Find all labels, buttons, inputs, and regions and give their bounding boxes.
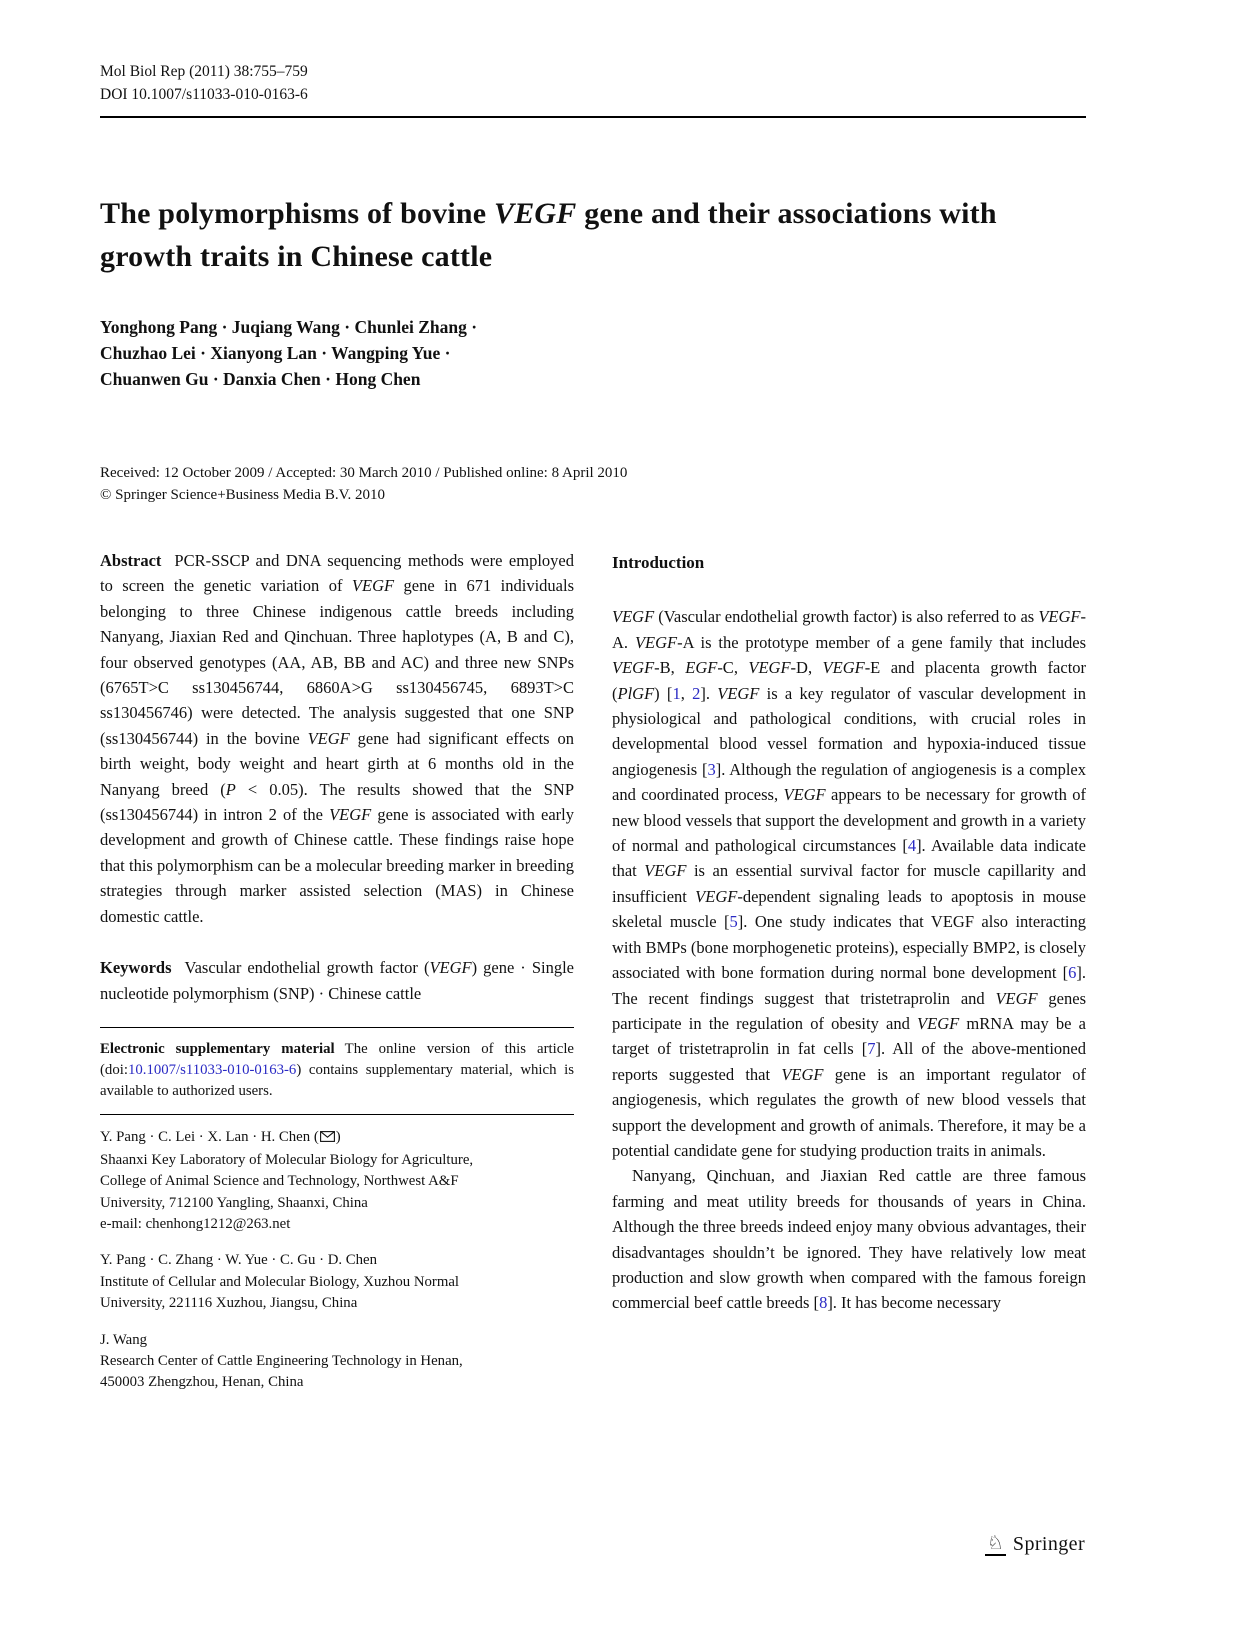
doi-line: DOI 10.1007/s11033-010-0163-6 — [100, 86, 308, 103]
citation-ref[interactable]: 8 — [819, 1293, 828, 1313]
keywords-section — [100, 955, 574, 1006]
affiliation-authors: J. Wang — [100, 1331, 148, 1348]
paper-title: The polymorphisms of bovine VEGF gene and their associations with growth traits in Chinese cattle — [100, 197, 997, 273]
knight-icon: ♘ — [986, 1532, 1004, 1554]
copyright-line: © Springer Science+Business Media B.V. 2010 — [100, 487, 385, 503]
affiliation-email: e-mail: chenhong1212@263.net — [100, 1215, 291, 1232]
abstract-heading: Abstract — [100, 551, 162, 570]
doi-link[interactable]: 10.1007/s11033-010-0163-6 — [127, 1061, 297, 1078]
introduction-paragraph: Nanyang, Qinchuan, and Jiaxian Red cattle are three famous farming and meat utility breeds for thousands of years in China. Although the three breeds indeed enjoy many obvious advantages, their disadvantages shouldn’t be ignored. They have relatively low meat production and slow growth when compared with the famous foreign commercial beef cattle breeds [8]. It has become necessary — [612, 1166, 1086, 1313]
affiliation-authors: Y. Pang · C. Lei · X. Lan · H. Chen ( ) — [100, 1127, 574, 1149]
springer-label: Springer — [1012, 1533, 1085, 1555]
springer-logo — [985, 1533, 1085, 1556]
received-line: Received: 12 October 2009 / Accepted: 30 March 2010 / Published online: 8 April 2010 — [100, 465, 628, 481]
supplementary-note — [100, 1027, 574, 1101]
affiliation-block — [100, 1250, 574, 1314]
affiliation-line: Research Center of Cattle Engineering Technology in Henan, — [100, 1352, 463, 1369]
citation-ref[interactable]: 5 — [729, 912, 738, 932]
citation-ref[interactable]: 1 — [672, 683, 681, 703]
header-rule — [100, 116, 1086, 118]
introduction-paragraph: VEGF (Vascular endothelial growth factor) is also referred to as VEGF-A. VEGF-A is the prototype member of a gene family that includes VEGF-B, EGF-C, VEGF-D, VEGF-E and placenta growth factor (PlGF) [1, 2]. VEGF is a key regulator of vascular development in physiological and pathological conditions, with crucial roles in developmental blood vessel formation and hypoxia-induced tissue angiogenesis [3]. Although the regulation of angiogenesis is a complex and coordinated process, VEGF appears to be necessary for growth of new blood vessels that support the development and growth in a variety of normal and pathological circumstances [4]. Available data indicate that VEGF is an essential survival factor for muscle capillarity and insufficient VEGF-dependent signaling leads to apoptosis in mouse skeletal muscle [5]. One study indicates that VEGF also interacting with BMPs (bone morphogenetic proteins), especially BMP2, is closely associated with bone formation during normal bone development [6]. The recent findings suggest that tristetraprolin and VEGF genes participate in the regulation of obesity and VEGF mRNA may be a target of tristetraprolin in fat cells [7]. All of the above-mentioned reports suggested that VEGF gene is an important regulator of angiogenesis, which regulates the growth of new blood vessels that support the development and growth of animals. Therefore, it may be a potential candidate gene for studying production traits in animals. — [612, 607, 1087, 1160]
supplementary-text: The online version of this article (doi:10.1007/s11033-010-0163-6) contains supplementary material, which is available to authorized users. — [100, 1040, 574, 1099]
right-column — [612, 548, 1086, 1316]
affiliation-block — [100, 1127, 574, 1235]
supplementary-heading: Electronic supplementary material — [100, 1040, 335, 1057]
affiliation-line: University, 712100 Yangling, Shaanxi, China — [100, 1194, 368, 1211]
two-column-body — [100, 548, 1086, 1409]
affiliation-block — [100, 1330, 574, 1394]
affiliation-line: Shaanxi Key Laboratory of Molecular Biology for Agriculture, — [100, 1151, 474, 1168]
affiliations-footnote — [100, 1114, 574, 1393]
citation-ref[interactable]: 4 — [907, 836, 917, 856]
affiliation-line: University, 221116 Xuzhou, Jiangsu, China — [100, 1295, 358, 1312]
affiliation-line: Institute of Cellular and Molecular Biology, Xuzhou Normal — [100, 1273, 460, 1290]
affiliation-line: College of Animal Science and Technology, Northwest A&F — [100, 1173, 459, 1190]
affiliation-authors: Y. Pang · C. Zhang · W. Yue · C. Gu · D. Chen — [100, 1252, 378, 1269]
citation-ref[interactable]: 6 — [1068, 963, 1077, 983]
citation-ref[interactable]: 3 — [707, 759, 716, 779]
citation-ref[interactable]: 7 — [867, 1039, 876, 1059]
author-line: Chuanwen Gu · Danxia Chen · Hong Chen — [100, 369, 421, 389]
citation-ref[interactable]: 2 — [692, 683, 701, 703]
author-list — [100, 314, 1086, 392]
page-content — [100, 60, 1086, 1409]
abstract-section — [100, 548, 574, 929]
author-line: Chuzhao Lei · Xianyong Lan · Wangping Yue · — [100, 343, 451, 363]
journal-line: Mol Biol Rep (2011) 38:755–759 — [100, 63, 308, 80]
introduction-heading: Introduction — [612, 553, 705, 572]
abstract-text: PCR-SSCP and DNA sequencing methods were employed to screen the genetic variation of VEGF gene in 671 individuals belonging to three Chinese indigenous cattle breeds including Nanyang, Jiaxian Red and Qinchuan. Three haplotypes (A, B and C), four observed genotypes (AA, AB, BB and AC) and three new SNPs (6765T>C ss130456744, 6860A>G ss130456745, 6893T>C ss130456746) were detected. The analysis suggested that one SNP (ss130456744) in the bovine VEGF gene had significant effects on birth weight, body weight and heart girth at 6 months old in the Nanyang breed (P < 0.05). The results showed that the SNP (ss130456744) in intron 2 of the VEGF gene is associated with early development and growth of Chinese cattle. These findings raise hope that this polymorphism can be a molecular breeding marker in breeding strategies through marker assisted selection (MAS) in Chinese domestic cattle. — [100, 551, 575, 926]
keywords-text: Vascular endothelial growth factor (VEGF) gene · Single nucleotide polymorphism (SNP) · Chinese cattle — [100, 958, 575, 1003]
left-column — [100, 548, 574, 1409]
dates-block — [100, 462, 1086, 506]
author-line: Yonghong Pang · Juqiang Wang · Chunlei Zhang · — [100, 317, 478, 337]
keywords-heading: Keywords — [100, 958, 172, 978]
journal-header — [100, 60, 1086, 106]
envelope-icon — [320, 1128, 335, 1149]
affiliation-line: 450003 Zhengzhou, Henan, China — [100, 1374, 304, 1391]
